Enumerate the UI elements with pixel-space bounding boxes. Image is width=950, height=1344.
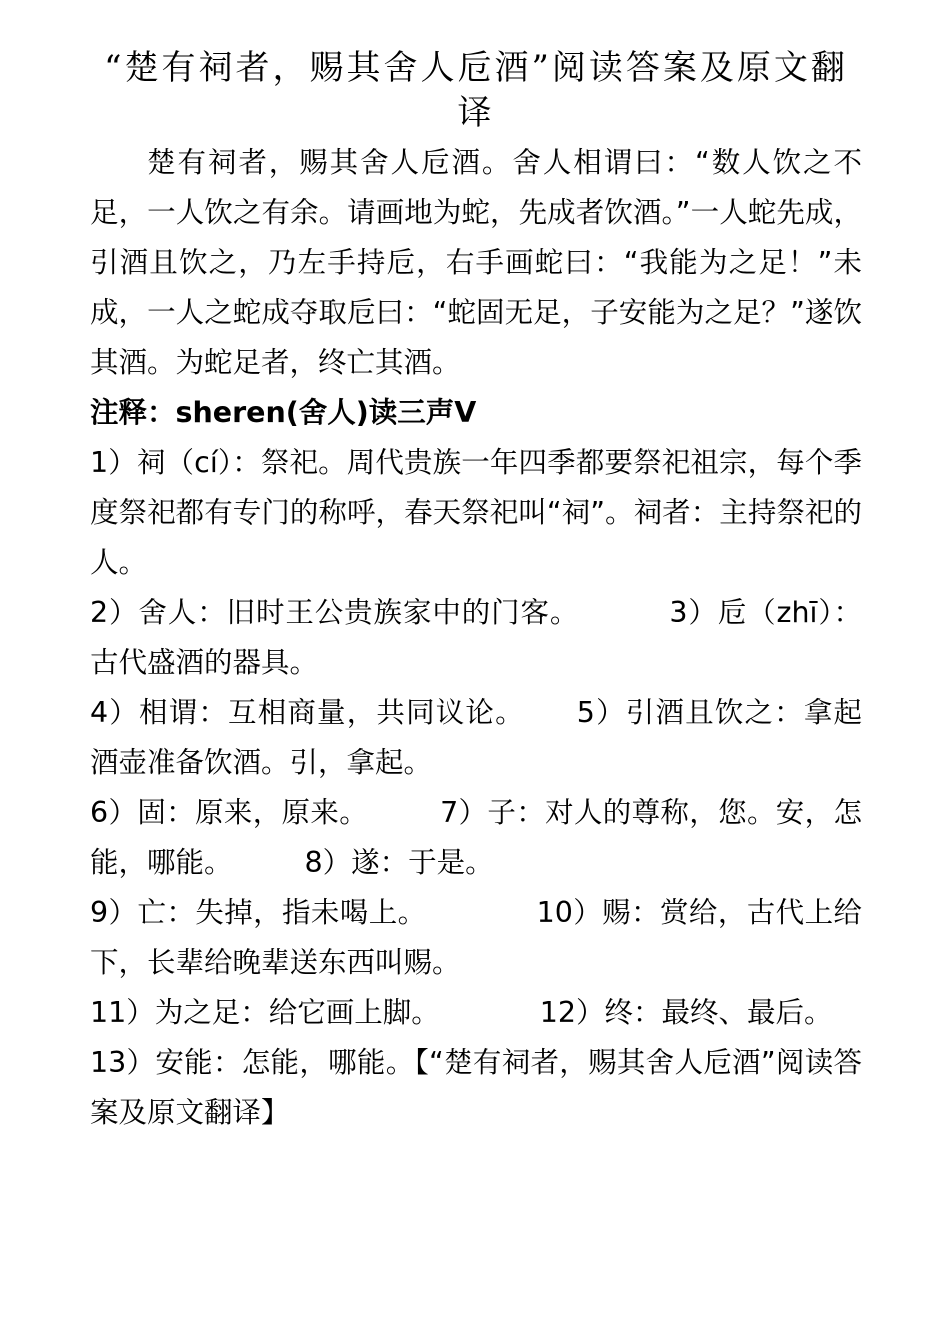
passage-text: 楚有祠者，赐其舍人卮酒。舍人相谓曰：“数人饮之不足，一人饮之有余。请画地为蛇，先成者饮酒。”一人蛇先成，引酒且饮之，乃左手持卮，右手画蛇曰：“我能为之足！”未成，一人之蛇成夺取卮曰：“蛇固无足，子安能为之足？”遂饮其酒。为蛇足者，终亡其酒。 [90, 146, 862, 379]
note-8: 8）遂：于是。 [304, 846, 494, 879]
note-10: 10）赐：赏给，古代上给下，长辈给晚辈送东西叫赐。 [90, 896, 862, 979]
note-item [90, 688, 862, 788]
note-1: 1）祠（cí）：祭祀。周代贵族一年四季都要祭祀祖宗，每个季度祭祀都有专门的称呼，春天祭祀叫“祠”。祠者：主持祭祀的人。 [90, 446, 862, 579]
notes-heading: 注释：sheren(舍人)读三声V [90, 396, 477, 429]
note-4: 4）相谓：互相商量，共同议论。 [90, 696, 525, 729]
note-item [90, 988, 862, 1038]
note-7: 7）子：对人的尊称，您。安，怎能，哪能。 [90, 796, 862, 879]
note-item [90, 888, 862, 988]
note-13: 13）安能：怎能，哪能。 [90, 1046, 415, 1079]
document-title: “楚有祠者，赐其舍人卮酒”阅读答案及原文翻译 [104, 48, 848, 133]
note-6: 6）固：原来，原来。 [90, 796, 369, 829]
note-item [90, 588, 862, 688]
closing-link: 【“楚有祠者，赐其舍人卮酒”阅读答案及原文翻译】 [90, 1046, 862, 1129]
note-2: 2）舍人：旧时王公贵族家中的门客。 [90, 596, 580, 629]
note-item [90, 788, 862, 888]
note-item [90, 1038, 862, 1138]
note-item [90, 438, 862, 588]
note-11: 11）为之足：给它画上脚。 [90, 996, 440, 1029]
note-5: 5）引酒且饮之：拿起酒壶准备饮酒。引，拿起。 [90, 696, 862, 779]
note-9: 9）亡：失掉，指未喝上。 [90, 896, 427, 929]
note-3: 3）卮（zhī）： 古代盛酒的器具。 [90, 596, 862, 679]
note-12: 12）终：最终、最后。 [539, 996, 833, 1029]
